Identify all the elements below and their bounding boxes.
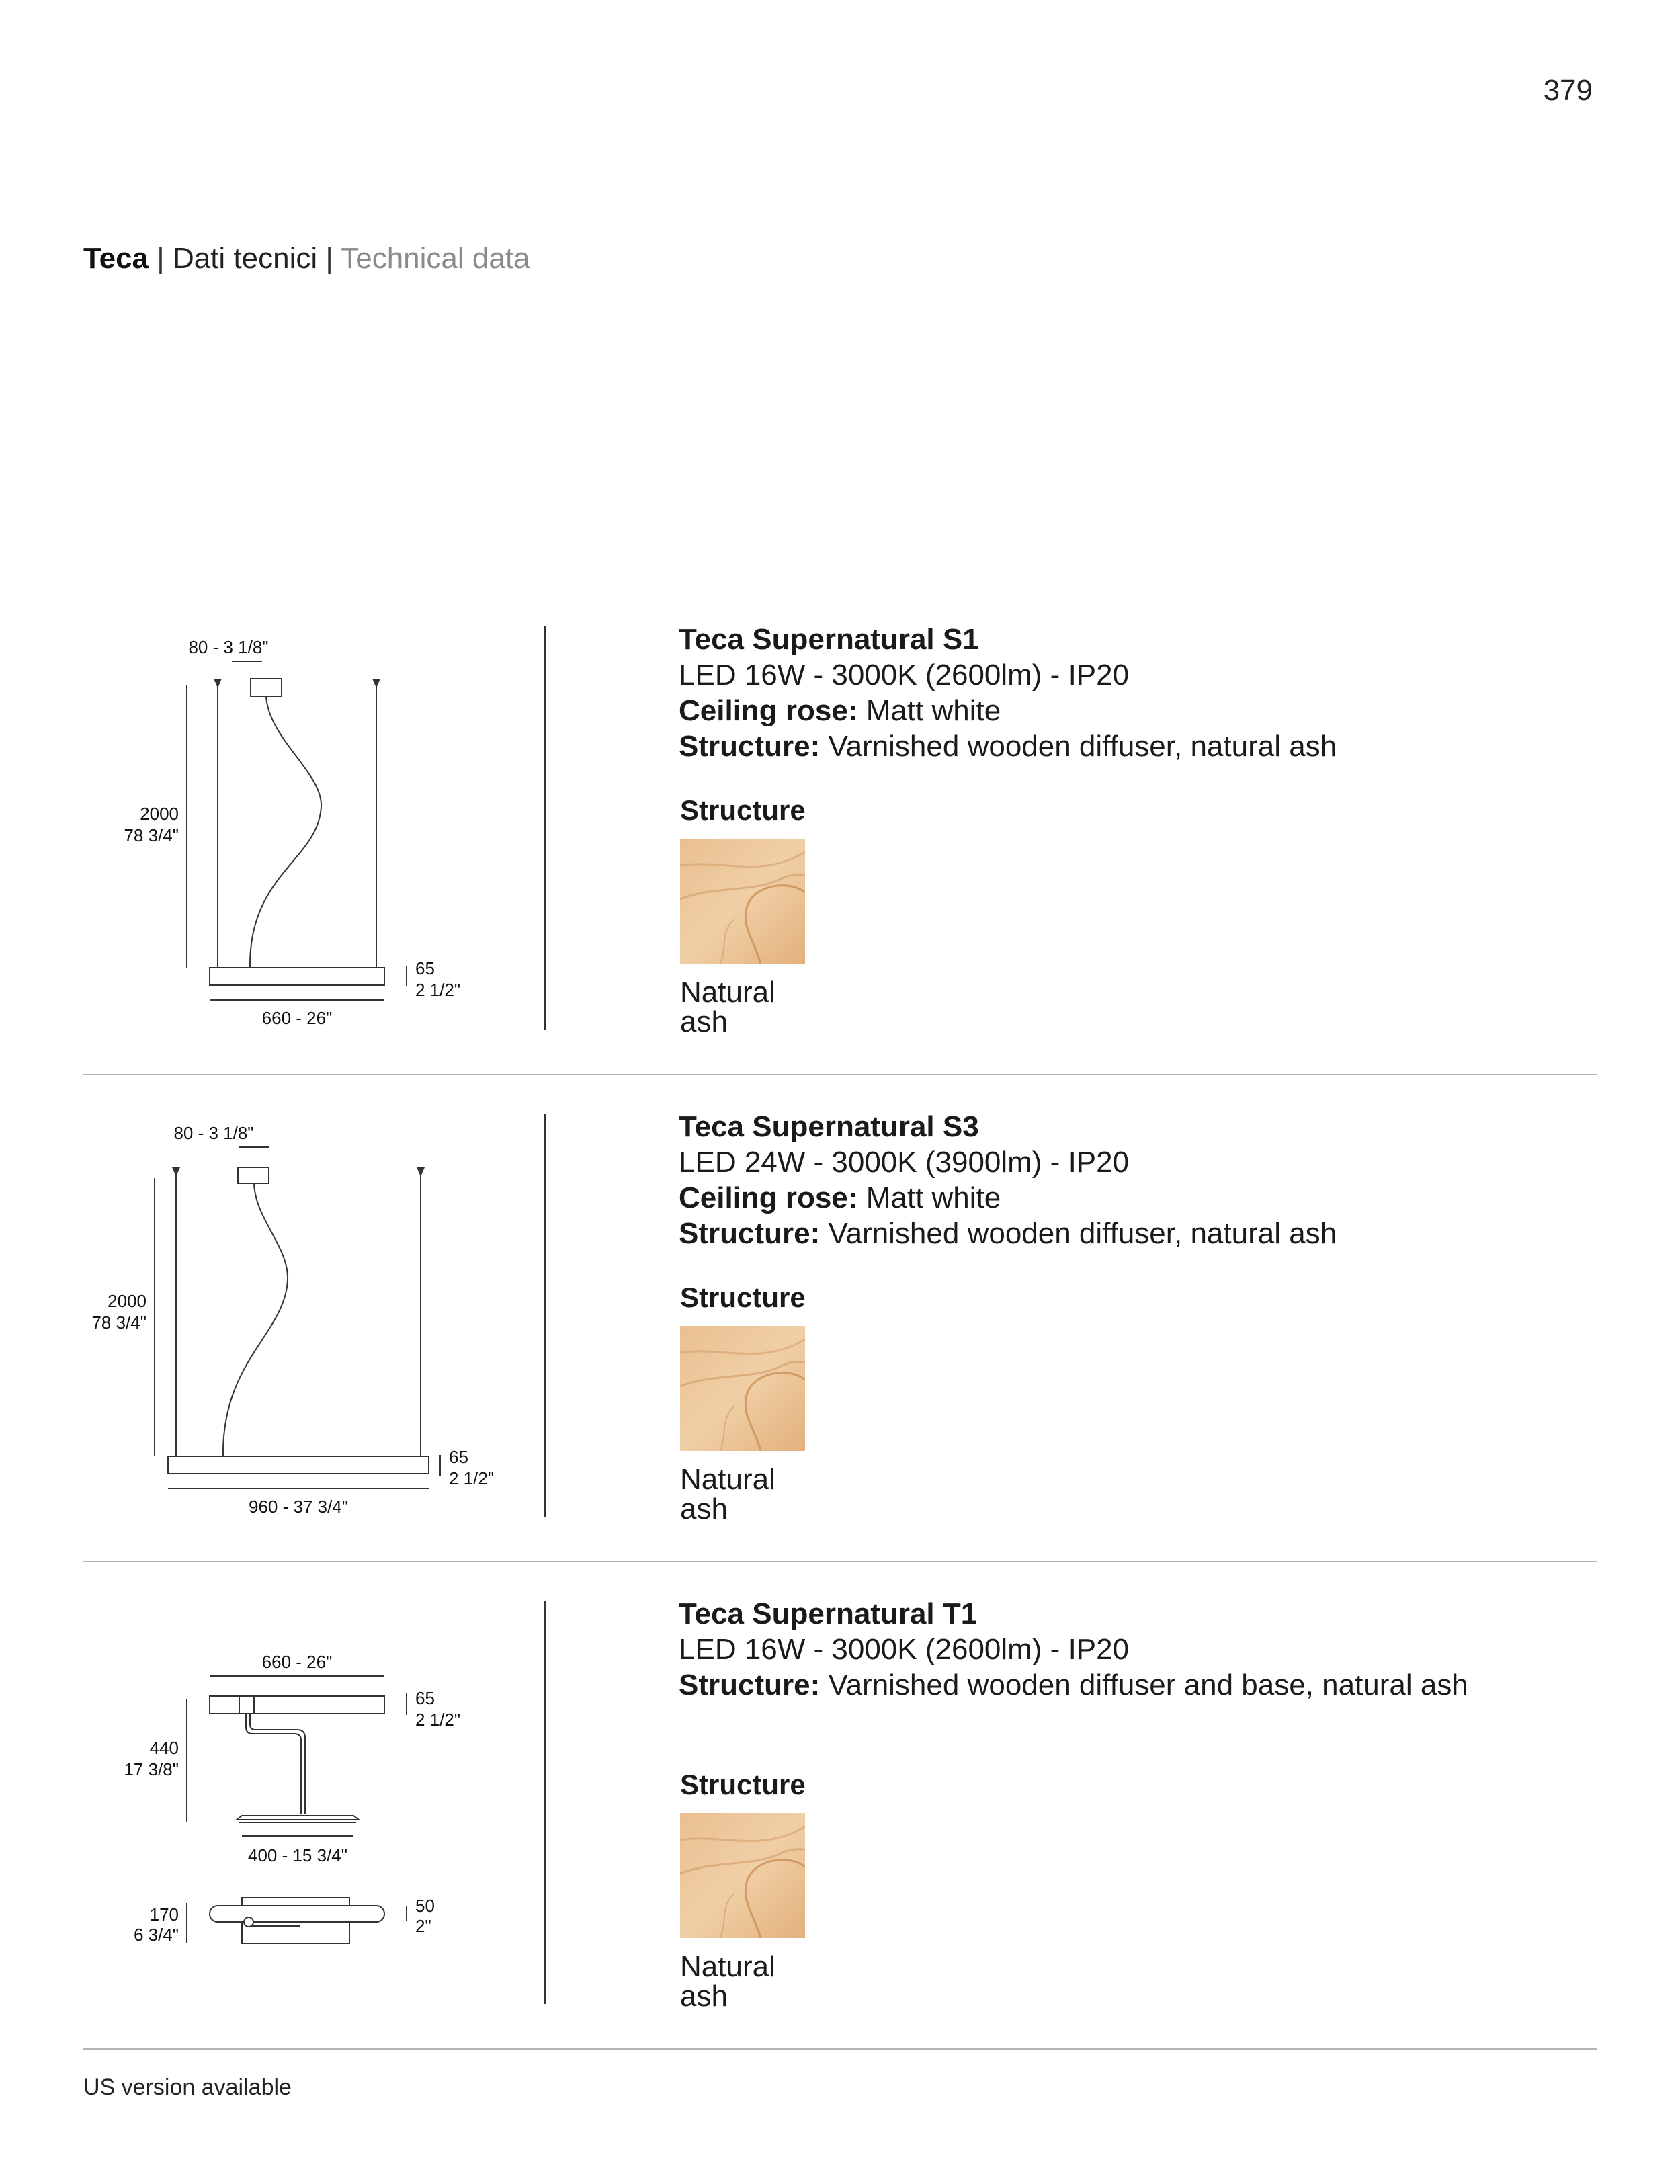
swatch-label-line2: ash bbox=[680, 1005, 728, 1038]
title-brand: Teca bbox=[83, 242, 149, 275]
title-it: Dati tecnici bbox=[172, 242, 318, 275]
page-number: 379 bbox=[1543, 74, 1593, 107]
dim-thickness-in: 2 1/2" bbox=[415, 980, 461, 1000]
ceiling-rose-label: Ceiling rose: bbox=[679, 694, 858, 727]
section-divider bbox=[83, 2048, 1597, 2050]
swatch-heading: Structure bbox=[680, 1769, 806, 1800]
natural-ash-swatch bbox=[680, 1813, 805, 1938]
product-spec: LED 16W - 3000K (2600lm) - IP20 bbox=[679, 659, 1130, 691]
divider-vertical bbox=[544, 1114, 546, 1517]
structure-line bbox=[679, 1667, 1468, 1703]
section-divider bbox=[83, 1561, 1597, 1562]
structure-value: Varnished wooden diffuser, natural ash bbox=[828, 730, 1337, 763]
swatch-heading: Structure bbox=[680, 1282, 806, 1313]
dim-rose: 80 - 3 1/8" bbox=[173, 1123, 254, 1143]
swatch-label bbox=[680, 1952, 775, 2011]
dim-width: 660 - 26" bbox=[261, 1008, 333, 1028]
swatch-label-line1: Natural bbox=[680, 1950, 775, 1983]
ceiling-rose bbox=[238, 1167, 269, 1183]
structure-line bbox=[679, 728, 1337, 764]
structure-label: Structure: bbox=[679, 1669, 821, 1702]
dim-thickness-in: 2 1/2" bbox=[449, 1468, 495, 1488]
product-name: Teca Supernatural S1 bbox=[679, 623, 979, 656]
ceiling-rose-line bbox=[679, 1180, 1337, 1216]
ceiling-rose-value: Matt white bbox=[866, 694, 1001, 727]
diffuser bbox=[210, 1696, 384, 1714]
ceiling-rose bbox=[251, 679, 282, 696]
dim-width: 960 - 37 3/4" bbox=[248, 1497, 349, 1517]
product-row-s1 bbox=[0, 618, 1680, 1075]
diffuser bbox=[210, 968, 384, 985]
product-info-t1 bbox=[679, 1596, 1468, 1703]
title-separator: | bbox=[157, 242, 165, 275]
drawing-s3 bbox=[0, 1105, 538, 1576]
dim-top-in: 2" bbox=[415, 1916, 431, 1936]
dim-thickness-in: 2 1/2" bbox=[415, 1710, 461, 1730]
swatch-heading: Structure bbox=[680, 794, 806, 826]
dim-thickness-mm: 65 bbox=[449, 1447, 468, 1467]
title-en: Technical data bbox=[341, 242, 530, 275]
dim-top-mm: 50 bbox=[415, 1896, 435, 1916]
dim-height-mm: 2000 bbox=[140, 804, 179, 824]
structure-value: Varnished wooden diffuser and base, natural ash bbox=[828, 1669, 1468, 1702]
dim-height-mm: 2000 bbox=[108, 1291, 146, 1311]
dim-thickness-mm: 65 bbox=[415, 958, 435, 978]
divider-vertical bbox=[544, 626, 546, 1030]
structure-label: Structure: bbox=[679, 1217, 821, 1250]
dim-height-in: 78 3/4" bbox=[124, 825, 179, 845]
product-spec: LED 24W - 3000K (3900lm) - IP20 bbox=[679, 1146, 1130, 1179]
page-title bbox=[83, 242, 530, 276]
title-separator-2: | bbox=[325, 242, 333, 275]
natural-ash-swatch bbox=[680, 1326, 805, 1451]
dim-rose: 80 - 3 1/8" bbox=[188, 637, 269, 657]
product-info-s3 bbox=[679, 1109, 1337, 1251]
product-info-s1 bbox=[679, 622, 1337, 764]
dim-depth-in: 6 3/4" bbox=[133, 1925, 179, 1945]
dim-width: 660 - 26" bbox=[261, 1652, 333, 1672]
product-row-t1 bbox=[0, 1593, 1680, 2063]
structure-label: Structure: bbox=[679, 730, 821, 763]
ceiling-rose-line bbox=[679, 693, 1337, 728]
structure-value: Varnished wooden diffuser, natural ash bbox=[828, 1217, 1337, 1250]
dim-base: 400 - 15 3/4" bbox=[247, 1845, 348, 1865]
swatch-label-line1: Natural bbox=[680, 976, 775, 1009]
ceiling-rose-value: Matt white bbox=[866, 1181, 1001, 1214]
dim-height-in: 17 3/8" bbox=[124, 1759, 179, 1779]
divider-vertical bbox=[544, 1601, 546, 2004]
drawing-s1 bbox=[0, 618, 538, 1089]
footer-note: US version available bbox=[83, 2074, 292, 2100]
natural-ash-swatch bbox=[680, 839, 805, 964]
product-name: Teca Supernatural T1 bbox=[679, 1597, 978, 1630]
dim-height-in: 78 3/4" bbox=[91, 1312, 146, 1333]
ceiling-rose-label: Ceiling rose: bbox=[679, 1181, 858, 1214]
diffuser bbox=[168, 1456, 429, 1474]
swatch-label bbox=[680, 1465, 775, 1524]
swatch-label-line1: Natural bbox=[680, 1463, 775, 1496]
swatch-label bbox=[680, 978, 775, 1037]
section-divider bbox=[83, 1074, 1597, 1075]
swatch-label-line2: ash bbox=[680, 1493, 728, 1525]
product-name: Teca Supernatural S3 bbox=[679, 1110, 979, 1143]
product-spec: LED 16W - 3000K (2600lm) - IP20 bbox=[679, 1633, 1130, 1666]
product-row-s3 bbox=[0, 1105, 1680, 1562]
drawing-t1 bbox=[0, 1593, 538, 2063]
dim-depth-mm: 170 bbox=[149, 1904, 179, 1925]
dim-height-mm: 440 bbox=[149, 1738, 179, 1758]
dim-thickness-mm: 65 bbox=[415, 1688, 435, 1708]
structure-line bbox=[679, 1216, 1337, 1251]
swatch-label-line2: ash bbox=[680, 1980, 728, 2013]
top-view-diffuser bbox=[210, 1906, 384, 1922]
